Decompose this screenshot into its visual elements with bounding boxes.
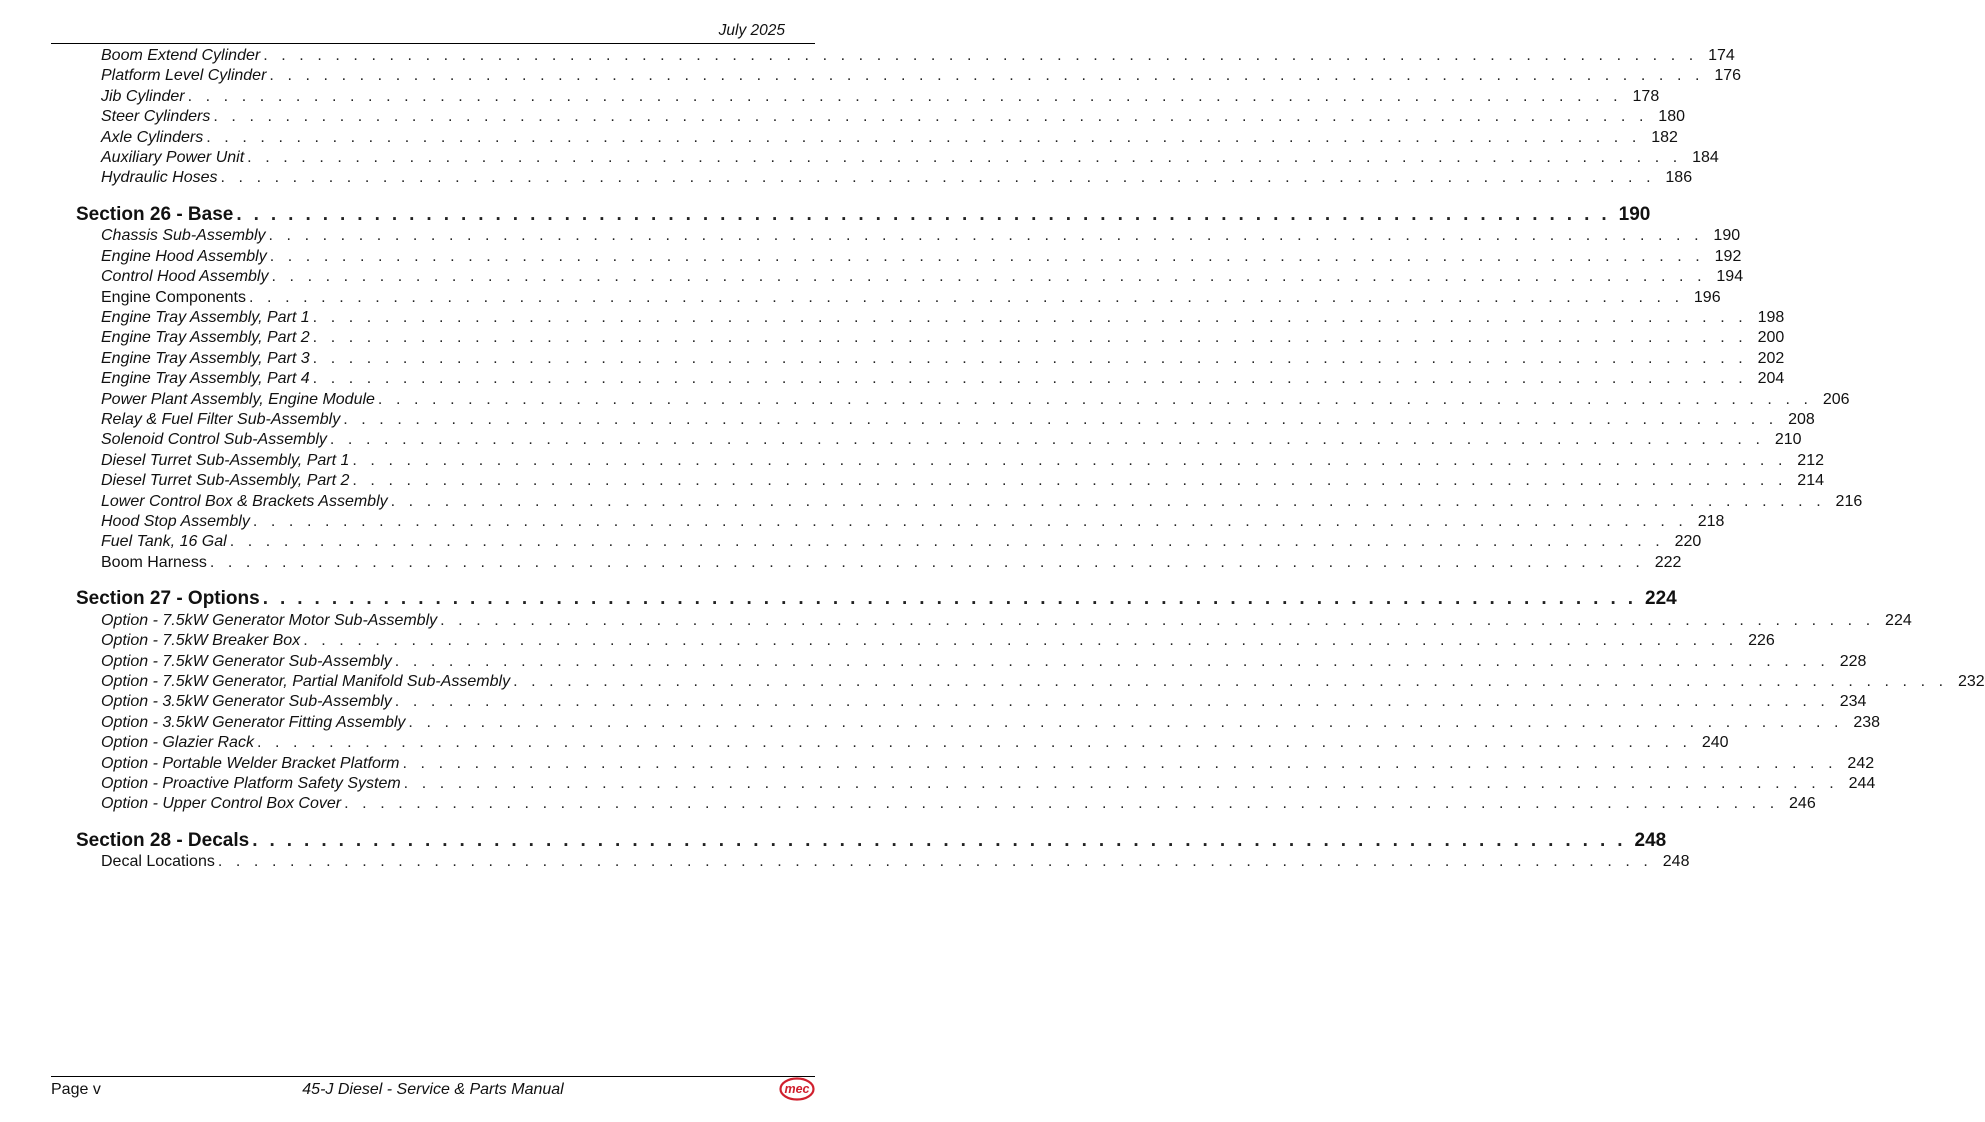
footer-rule: [51, 1076, 815, 1077]
toc-dot-leader: ................................................................................: [209, 553, 1654, 571]
toc-dot-leader: ................................................................................: [390, 492, 1835, 510]
toc-page-number: 224: [1885, 611, 1912, 629]
toc-entry[interactable]: [101, 533, 1702, 554]
toc-page-number: 194: [1716, 268, 1744, 286]
toc-entry[interactable]: [101, 149, 1719, 170]
toc-page-number: 190: [1713, 227, 1741, 245]
header-rule: [51, 43, 815, 44]
toc-page-number: 224: [1645, 588, 1677, 610]
toc-dot-leader: ................................................................................: [229, 533, 1674, 551]
toc-entry-title: Relay & Fuel Filter Sub-Assembly: [101, 411, 341, 428]
toc-page-number: 212: [1797, 451, 1824, 469]
toc-dot-leader: ................................................................................: [220, 169, 1665, 187]
footer-page-number: Page v: [51, 1081, 101, 1098]
toc-dot-leader: ................................................................................: [303, 632, 1747, 650]
toc-dot-leader: ................................................................................: [352, 472, 1796, 490]
toc-page-number: 238: [1853, 713, 1881, 731]
toc-page-number: 248: [1634, 829, 1667, 851]
toc-page-number: 196: [1693, 288, 1721, 306]
toc-entry-title: Chassis Sub-Assembly: [101, 227, 266, 245]
toc-page-number: 220: [1674, 533, 1702, 551]
toc-dot-leader: ................................................................................: [312, 349, 1757, 367]
toc-entry-title: Engine Tray Assembly, Part 1: [101, 309, 310, 326]
toc-page-number: 244: [1848, 775, 1876, 792]
toc-section-heading[interactable]: [76, 203, 1651, 228]
toc-section-title: Section 28 - Decals: [76, 829, 250, 851]
toc-entry-title: Engine Hood Assembly: [101, 247, 267, 265]
toc-page-number: 226: [1748, 632, 1775, 650]
toc-page-number: 234: [1839, 693, 1867, 711]
toc-entry-title: Option - Upper Control Box Cover: [101, 795, 342, 813]
toc-dot-leader: ................................................................................: [269, 67, 1714, 85]
toc-entry-title: Boom Extend Cylinder: [101, 47, 261, 64]
toc-entry[interactable]: [101, 87, 1660, 109]
toc-entry-title: Lower Control Box & Brackets Assembly: [101, 492, 388, 510]
toc-dot-leader: ................................................................................: [262, 588, 1646, 610]
toc-entry-title: Option - Glazier Rack: [101, 734, 254, 752]
toc-page-number: 246: [1789, 795, 1816, 813]
toc-page-number: 206: [1822, 390, 1850, 408]
toc-dot-leader: ................................................................................: [403, 775, 1848, 792]
toc-entry-title: Engine Tray Assembly, Part 2: [101, 329, 310, 347]
toc-dot-leader: ................................................................................: [236, 203, 1619, 225]
toc-dot-leader: ................................................................................: [394, 693, 1839, 711]
toc-dot-leader: ................................................................................: [248, 288, 1693, 306]
toc-page-number: 222: [1654, 553, 1682, 571]
toc-entry-title: Platform Level Cylinder: [101, 67, 267, 85]
toc-entry[interactable]: [101, 553, 1682, 575]
toc-entry[interactable]: [101, 329, 1785, 350]
header-date: July 2025: [718, 22, 785, 39]
toc-entry-title: Option - 3.5kW Generator Fitting Assembly: [101, 713, 406, 731]
toc-entry[interactable]: [101, 611, 1912, 633]
toc-entry[interactable]: [101, 472, 1824, 493]
toc-entry-title: Hood Stop Assembly: [101, 513, 250, 530]
toc-entry[interactable]: [101, 169, 1693, 190]
toc-dot-leader: ................................................................................: [271, 268, 1716, 286]
toc-entry[interactable]: [101, 128, 1678, 150]
toc-dot-leader: ................................................................................: [352, 451, 1796, 469]
toc-entry-title: Control Hood Assembly: [101, 268, 269, 286]
toc-dot-leader: ................................................................................: [256, 734, 1701, 752]
toc-entry-title: Boom Harness: [101, 553, 207, 571]
toc-page-number: 200: [1757, 329, 1785, 347]
toc-entry[interactable]: [101, 67, 1742, 88]
toc-page-number: 242: [1847, 754, 1875, 772]
toc-dot-leader: ................................................................................: [213, 108, 1657, 126]
toc-dot-leader: ................................................................................: [343, 411, 1787, 428]
toc-entry-title: Axle Cylinders: [101, 128, 204, 146]
toc-entry[interactable]: [101, 734, 1729, 755]
toc-entry-title: Hydraulic Hoses: [101, 169, 218, 187]
toc-dot-leader: ................................................................................: [269, 247, 1714, 265]
toc-page-number: 210: [1774, 431, 1802, 449]
toc-entry-title: Option - 7.5kW Generator Sub-Assembly: [101, 652, 392, 670]
toc-entry-title: Power Plant Assembly, Engine Module: [101, 390, 375, 408]
toc-entry[interactable]: [101, 795, 1816, 816]
toc-dot-leader: ................................................................................: [312, 329, 1757, 347]
toc-entry[interactable]: [101, 431, 1802, 452]
toc-entry[interactable]: [101, 693, 1867, 714]
logo-text: mec: [784, 1082, 810, 1097]
toc-entry[interactable]: [101, 390, 1850, 412]
toc-dot-leader: ................................................................................: [206, 128, 1650, 146]
toc-page-number: 218: [1697, 513, 1725, 530]
toc-dot-leader: ................................................................................: [252, 829, 1635, 851]
toc-page-number: 248: [1662, 853, 1690, 871]
toc-entry-title: Jib Cylinder: [101, 87, 185, 105]
toc-entry[interactable]: [101, 853, 1690, 874]
toc-entry[interactable]: [101, 754, 1875, 776]
toc-page-number: 180: [1658, 108, 1685, 126]
toc-page-number: 216: [1835, 492, 1863, 510]
toc-section-title: Section 27 - Options: [76, 588, 260, 610]
toc-entry[interactable]: [101, 451, 1824, 473]
toc-dot-leader: ................................................................................: [440, 611, 1884, 629]
toc-dot-leader: ................................................................................: [187, 87, 1632, 105]
toc-page-number: 186: [1665, 169, 1693, 187]
toc-entry[interactable]: [101, 492, 1863, 514]
toc-page-number: 176: [1714, 67, 1742, 85]
toc-entry[interactable]: [101, 268, 1744, 289]
toc-page-number: 178: [1632, 87, 1660, 105]
toc-page-number: 174: [1708, 47, 1735, 64]
toc-page-number: 192: [1714, 247, 1742, 265]
toc-entry[interactable]: [101, 370, 1785, 391]
toc-entry-title: Steer Cylinders: [101, 108, 211, 126]
toc-entry[interactable]: [101, 673, 1985, 694]
toc-page-number: 232: [1957, 673, 1985, 690]
toc-section-heading[interactable]: [76, 829, 1667, 854]
toc-page-number: 184: [1692, 149, 1719, 166]
toc-dot-leader: ................................................................................: [217, 853, 1662, 871]
toc-page-number: 190: [1618, 203, 1651, 225]
toc-entry[interactable]: [101, 309, 1785, 330]
toc-dot-leader: ................................................................................: [252, 513, 1697, 530]
toc-entry-title: Engine Tray Assembly, Part 4: [101, 370, 310, 388]
toc-page-number: 214: [1797, 472, 1824, 490]
toc-entry-title: Diesel Turret Sub-Assembly, Part 2: [101, 472, 350, 490]
toc-dot-leader: ................................................................................: [329, 431, 1774, 449]
toc-entry[interactable]: [101, 513, 1725, 534]
toc-entry-title: Fuel Tank, 16 Gal: [101, 533, 227, 551]
toc-page-number: 240: [1701, 734, 1729, 752]
toc-dot-leader: ................................................................................: [247, 149, 1691, 166]
toc-entry-title: Option - 3.5kW Generator Sub-Assembly: [101, 693, 392, 711]
toc-entry-title: Option - 7.5kW Breaker Box: [101, 632, 301, 650]
toc-page-number: 198: [1757, 309, 1785, 326]
toc-section-title: Section 26 - Base: [76, 203, 234, 225]
toc-section-heading[interactable]: [76, 588, 1677, 612]
toc-entry-title: Diesel Turret Sub-Assembly, Part 1: [101, 451, 350, 469]
toc-entry-title: Decal Locations: [101, 853, 215, 871]
toc-entry[interactable]: [101, 411, 1815, 432]
toc-entry[interactable]: [101, 227, 1741, 248]
toc-entry[interactable]: [101, 349, 1785, 371]
toc-entry-title: Auxiliary Power Unit: [101, 149, 245, 166]
mec-logo: [779, 1077, 815, 1101]
toc-entry[interactable]: [101, 288, 1721, 310]
toc-entry[interactable]: [101, 632, 1775, 653]
toc-dot-leader: ................................................................................: [344, 795, 1788, 813]
toc-page-number: 208: [1788, 411, 1815, 428]
toc-entry[interactable]: [101, 247, 1742, 269]
toc-dot-leader: ................................................................................: [312, 370, 1757, 388]
toc-entry[interactable]: [101, 47, 1735, 68]
toc-dot-leader: ................................................................................: [408, 713, 1853, 731]
toc-dot-leader: ................................................................................: [513, 673, 1957, 690]
toc-page-number: 202: [1757, 349, 1785, 367]
toc-entry-title: Option - Proactive Platform Safety System: [101, 775, 401, 792]
toc-page-number: 228: [1839, 652, 1867, 670]
toc-entry-title: Engine Tray Assembly, Part 3: [101, 349, 310, 367]
toc-entry[interactable]: [101, 713, 1881, 735]
toc-entry-title: Option - 7.5kW Generator Motor Sub-Assembly: [101, 611, 438, 629]
toc-entry-title: Option - 7.5kW Generator, Partial Manifold Sub-Assembly: [101, 673, 511, 690]
toc-dot-leader: ................................................................................: [402, 754, 1847, 772]
toc-entry-title: Engine Components: [101, 288, 246, 306]
toc-dot-leader: ................................................................................: [268, 227, 1713, 245]
toc-entry[interactable]: [101, 108, 1685, 129]
toc-page-number: 204: [1757, 370, 1785, 388]
toc-entry[interactable]: [101, 652, 1867, 674]
toc-entry-title: Option - Portable Welder Bracket Platform: [101, 754, 400, 772]
toc-dot-leader: ................................................................................: [263, 47, 1707, 64]
toc-entry[interactable]: [101, 775, 1876, 796]
toc-page-number: 182: [1651, 128, 1678, 146]
toc-dot-leader: ................................................................................: [394, 652, 1839, 670]
toc-entry-title: Solenoid Control Sub-Assembly: [101, 431, 327, 449]
toc-dot-leader: ................................................................................: [312, 309, 1757, 326]
toc-dot-leader: ................................................................................: [377, 390, 1822, 408]
footer-manual-title: 45-J Diesel - Service & Parts Manual: [302, 1081, 564, 1098]
